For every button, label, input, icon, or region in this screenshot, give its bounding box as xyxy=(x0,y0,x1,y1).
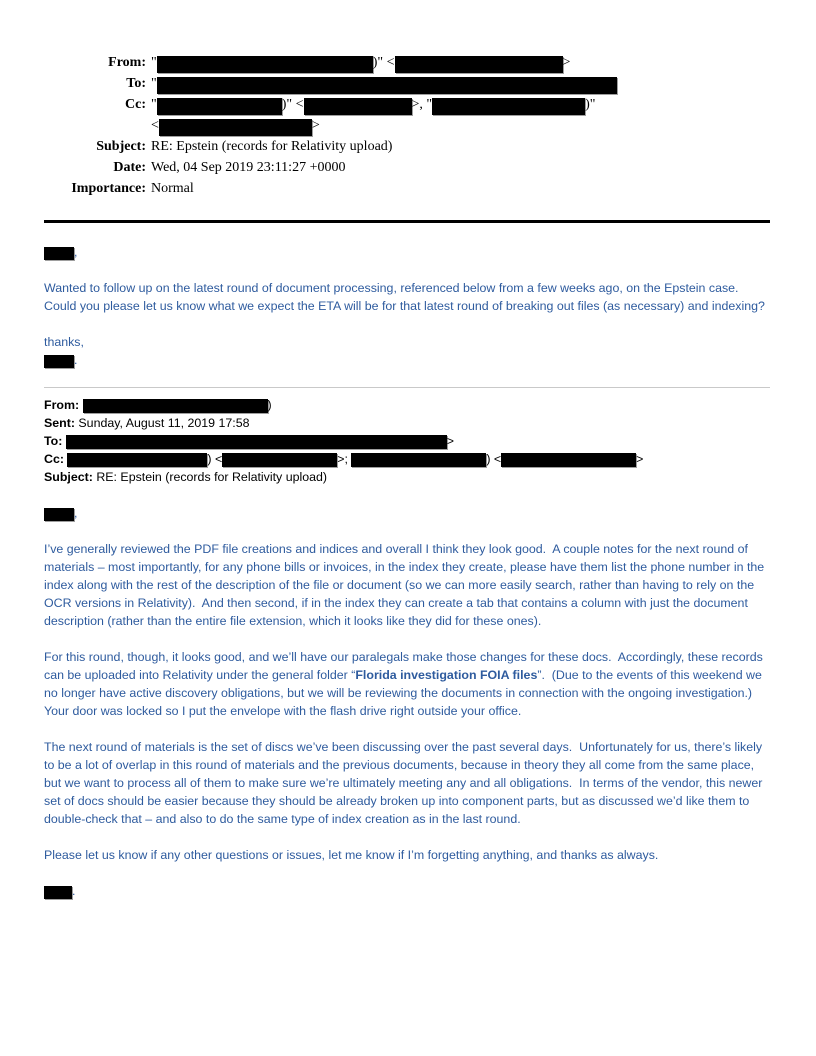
text-run: . xyxy=(74,353,78,367)
text-run: >, " xyxy=(411,97,433,112)
text-run: For this round, though, it looks good, and we’ll have our paralegals make those changes for these docs. Accordingly, these records can be uploaded into Relativity under the general folder “ xyxy=(44,650,763,682)
reply-greeting xyxy=(44,243,772,261)
text-run: Florida investigation FOIA files xyxy=(355,668,538,682)
header-value-importance xyxy=(151,178,617,199)
header-value-to xyxy=(151,73,617,94)
header-field-importance xyxy=(44,178,617,199)
text-run: . xyxy=(72,884,76,898)
quoted-message-divider xyxy=(44,387,770,388)
text-run: >; xyxy=(337,452,352,466)
quoted-field-subject xyxy=(44,468,772,486)
redaction-bar xyxy=(304,98,412,115)
text-run: ”. (Due to the events of this weekend we no longer have active discovery obligations, but we will be reviewing the documents in connection with the ongoing investigation.) Your door was locked so I put the envelope with the flash drive right outside your office. xyxy=(44,668,762,718)
header-value-subject xyxy=(151,136,617,157)
text-run: > xyxy=(636,452,644,466)
text-run: RE: Epstein (records for Relativity upload) xyxy=(96,470,328,484)
text-run: " xyxy=(151,76,157,91)
header-value-from xyxy=(151,52,617,73)
text-run: , xyxy=(74,245,78,259)
header-field-date xyxy=(44,157,617,178)
text-run: Please let us know if any other questions or issues, let me know if I’m forgetting anything, and thanks as always. xyxy=(44,848,659,862)
text-run: " xyxy=(151,55,157,70)
redaction-bar xyxy=(159,119,312,136)
quoted-field-sent xyxy=(44,414,772,432)
quoted-label-cc: Cc: xyxy=(44,452,68,466)
redaction-bar xyxy=(44,247,74,260)
text-run: Wed, 04 Sep 2019 23:11:27 +0000 xyxy=(151,160,346,175)
quoted-field-cc xyxy=(44,450,772,468)
text-run: < xyxy=(151,118,159,133)
quoted-body xyxy=(44,504,772,900)
header-divider-rule xyxy=(44,220,770,223)
quoted-paragraph xyxy=(44,846,772,864)
header-field-from xyxy=(44,52,617,73)
quoted-field-to xyxy=(44,432,772,450)
text-run: )" xyxy=(585,97,596,112)
text-run: > xyxy=(446,434,455,448)
redaction-bar xyxy=(395,56,563,73)
redaction-bar xyxy=(432,98,585,115)
text-run: thanks, xyxy=(44,335,84,349)
redaction-bar xyxy=(501,453,636,467)
text-run: ) < xyxy=(207,452,223,466)
text-run: RE: Epstein (records for Relativity upload) xyxy=(151,139,393,154)
redaction-bar xyxy=(67,453,207,467)
quoted-label-from: From: xyxy=(44,398,83,412)
redaction-bar xyxy=(157,77,617,94)
text-run: )" < xyxy=(372,55,395,70)
header-label-to: To: xyxy=(126,76,146,91)
header-label-from: From: xyxy=(108,55,146,70)
quoted-label-sent: Sent: xyxy=(44,416,79,430)
text-run: )" < xyxy=(281,97,304,112)
header-value-cc xyxy=(151,94,617,136)
redaction-bar xyxy=(44,355,74,368)
quoted-header xyxy=(44,396,772,486)
quoted-field-from xyxy=(44,396,772,414)
text-run: The next round of materials is the set of discs we’ve been discussing over the past several days. Unfortunately for us, there’s likely to be a lot of overlap in this round of materials and the previous documents, because in theory they all come from the same place, but we want to process all of them to make sure we’re ultimately meeting any and all obligations. In terms of the vendor, this newer set of docs should be easier because they should be already broken up into component parts, but as discussed we’d like them to double-check that – and also to do the same type of index creation as in the last round. xyxy=(44,740,763,826)
text-run: > xyxy=(311,118,320,133)
text-run: > xyxy=(562,55,571,70)
header-label-date: Date: xyxy=(113,160,146,175)
quoted-label-subject: Subject: xyxy=(44,470,97,484)
quoted-greeting xyxy=(44,504,772,522)
email-header xyxy=(44,52,617,199)
text-run: " xyxy=(151,97,157,112)
redaction-bar xyxy=(222,453,337,467)
text-run: Wanted to follow up on the latest round of document processing, referenced below from a few weeks ago, on the Epstein case. Could you please let us know what we expect the ETA will be for that latest round of breaking out files (as necessary) and indexing? xyxy=(44,281,765,313)
text-run: ) < xyxy=(486,452,502,466)
quoted-paragraph xyxy=(44,540,772,630)
header-label-cc: Cc: xyxy=(125,97,146,112)
quoted-paragraph xyxy=(44,648,772,720)
quoted-signature xyxy=(44,882,772,900)
header-field-to xyxy=(44,73,617,94)
quoted-paragraph xyxy=(44,738,772,828)
text-run: Normal xyxy=(151,181,194,196)
header-field-subject xyxy=(44,136,617,157)
text-run: , xyxy=(74,506,78,520)
redaction-bar xyxy=(157,98,282,115)
redaction-bar xyxy=(351,453,486,467)
redaction-bar xyxy=(83,399,268,413)
header-label-importance: Importance: xyxy=(71,181,146,196)
text-run: Sunday, August 11, 2019 17:58 xyxy=(78,416,250,430)
redaction-bar xyxy=(44,508,74,521)
text-run: ) xyxy=(267,398,272,412)
text-run: I’ve generally reviewed the PDF file creations and indices and overall I think they look good. A couple notes for the next round of materials – most importantly, for any phone bills or invoices, in the index they create, please have them list the phone number in the index along with the rest of the description of the file or document (so we can more easily search, rather than having to rely on the OCR versions in Relativity). And then second, if in the index they can create a tab that contains a column with just the document description (rather than the entire file extension, which it looks like they did for these ones). xyxy=(44,542,765,628)
reply-body xyxy=(44,243,772,369)
reply-signature xyxy=(44,333,772,369)
quoted-label-to: To: xyxy=(44,434,66,448)
reply-paragraph xyxy=(44,279,772,315)
header-value-date xyxy=(151,157,617,178)
header-label-subject: Subject: xyxy=(96,139,146,154)
header-field-cc xyxy=(44,94,617,136)
redaction-bar xyxy=(157,56,373,73)
redaction-bar xyxy=(66,435,447,449)
redaction-bar xyxy=(44,886,72,899)
